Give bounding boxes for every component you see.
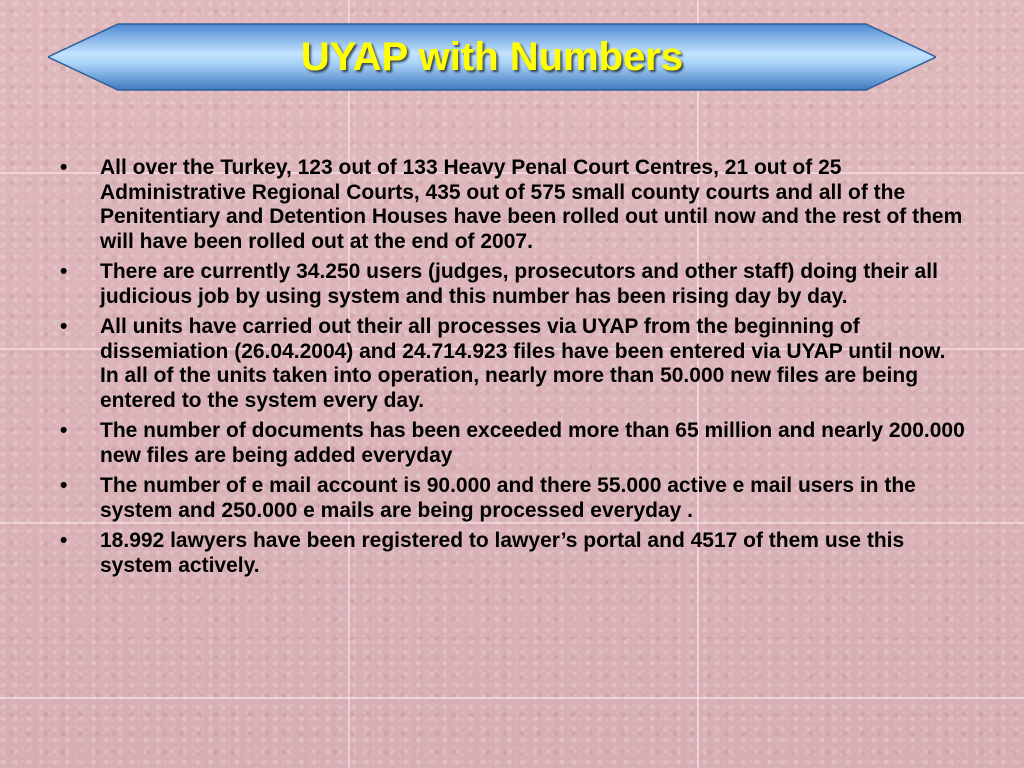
- bullet-text: 18.992 lawyers have been registered to lawyer’s portal and 4517 of them use this system actively.: [100, 529, 905, 577]
- bullet-text: The number of e mail account is 90.000 and there 55.000 active e mail users in the system and 250.000 e mails are being processed everyday .: [100, 474, 916, 522]
- list-item: [60, 529, 965, 578]
- bullet-marker: •: [60, 419, 68, 442]
- bullet-text: The number of documents has been exceeded more than 65 million and nearly 200.000 new files are being added everyday: [100, 419, 965, 467]
- background-tile-seam: [0, 697, 1024, 699]
- bullet-text: All over the Turkey, 123 out of 133 Heavy Penal Court Centres, 21 out of 25 Administrative Regional Courts, 435 out of 575 small county courts and all of the Penitentiary and Detention Houses have been rolled out until now and the rest of them will have been rolled out at the end of 2007.: [100, 156, 963, 253]
- list-item: [60, 156, 965, 254]
- bullet-marker: •: [60, 156, 68, 179]
- bullet-text: All units have carried out their all processes via UYAP from the beginning of dissemiation (26.04.2004) and 24.714.923 files have been entered via UYAP until now. In all of the units taken into operation, nearly more than 50.000 new files are being entered to the system every day.: [100, 315, 946, 412]
- list-item: [60, 315, 965, 413]
- list-item: [60, 419, 965, 468]
- title-banner: [48, 22, 936, 92]
- list-item: [60, 474, 965, 523]
- list-item: [60, 260, 965, 309]
- bullet-list: [60, 156, 965, 584]
- bullet-marker: •: [60, 260, 68, 283]
- bullet-marker: •: [60, 474, 68, 497]
- bullet-text: There are currently 34.250 users (judges, prosecutors and other staff) doing their all judicious job by using system and this number has been rising day by day.: [100, 260, 938, 308]
- bullet-marker: •: [60, 529, 68, 552]
- page-title: UYAP with Numbers: [300, 35, 684, 79]
- bullet-marker: •: [60, 315, 68, 338]
